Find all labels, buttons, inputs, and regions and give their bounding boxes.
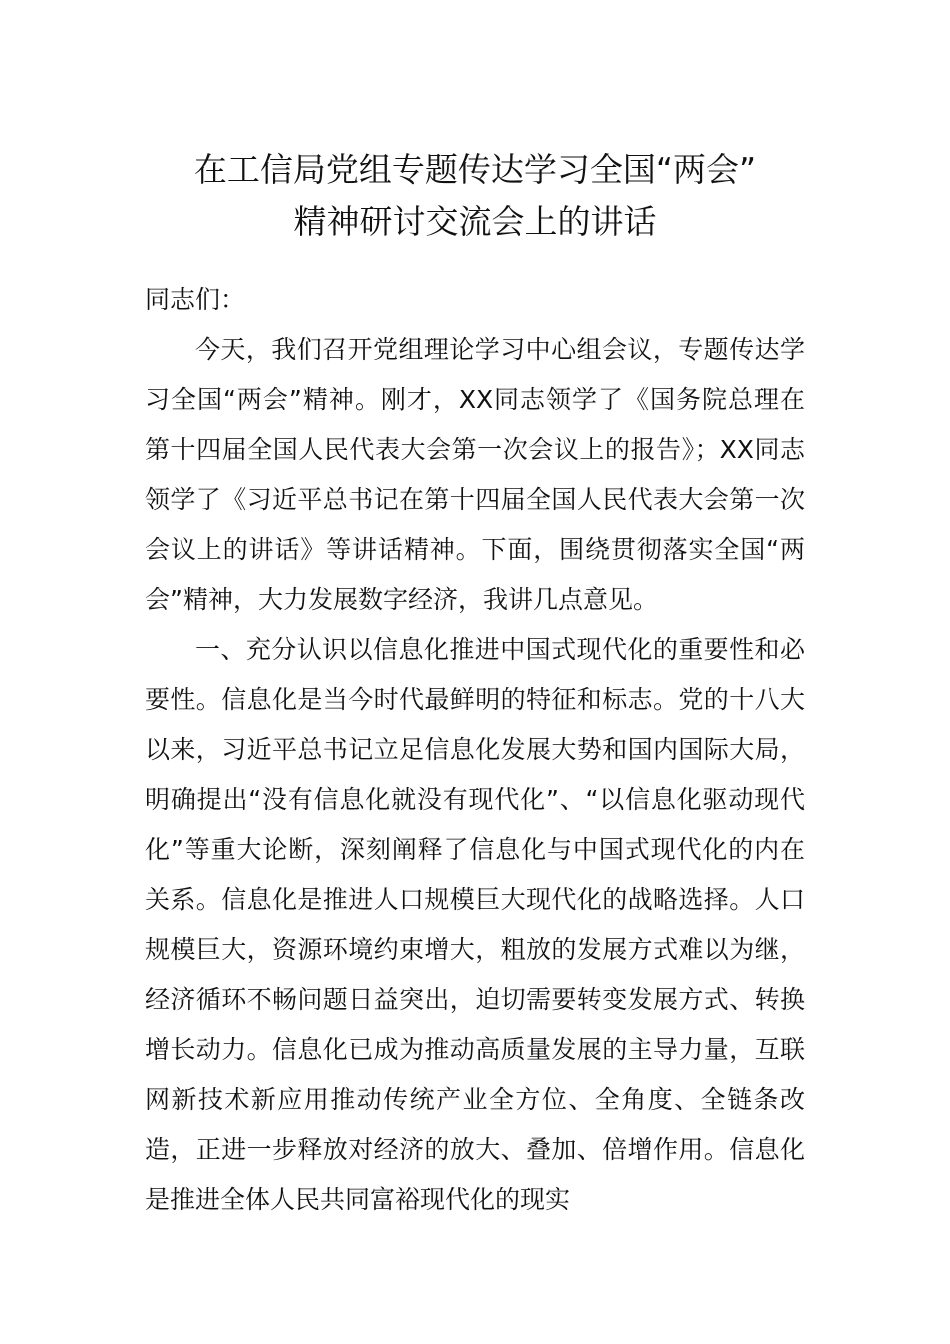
paragraph-section-one: 一、充分认识以信息化推进中国式现代化的重要性和必要性。信息化是当今时代最鲜明的特征和标志。党的十八大以来，习近平总书记立足信息化发展大势和国内国际大局，明确提出“没有信息化就没有现代化”、“以信息化驱动现代化”等重大论断，深刻阐释了信息化与中国式现代化的内在关系。信息化是推进人口规模巨大现代化的战略选择。人口规模巨大，资源环境约束增大，粗放的发展方式难以为继，经济循环不畅问题日益突出，迫切需要转变发展方式、转换增长动力。信息化已成为推动高质量发展的主导力量，互联网新技术新应用推动传统产业全方位、全角度、全链条改造，正进一步释放对经济的放大、叠加、倍增作用。信息化是推进全体人民共同富裕现代化的现实 (145, 635, 805, 1214)
salutation: 同志们： (145, 285, 246, 314)
paragraph-intro: 今天，我们召开党组理论学习中心组会议，专题传达学习全国“两会”精神。刚才，XX同志领学了《国务院总理在第十四届全国人民代表大会第一次会议上的报告》；XX同志领学了《习近平总书记在第十四届全国人民代表大会第一次会议上的讲话》等讲话精神。下面，围绕贯彻落实全国“两会”精神，大力发展数字经济，我讲几点意见。 (145, 335, 805, 614)
document-title: 在工信局党组专题传达学习全国“两会” 精神研讨交流会上的讲话 (193, 150, 757, 242)
document-body (145, 275, 805, 1225)
